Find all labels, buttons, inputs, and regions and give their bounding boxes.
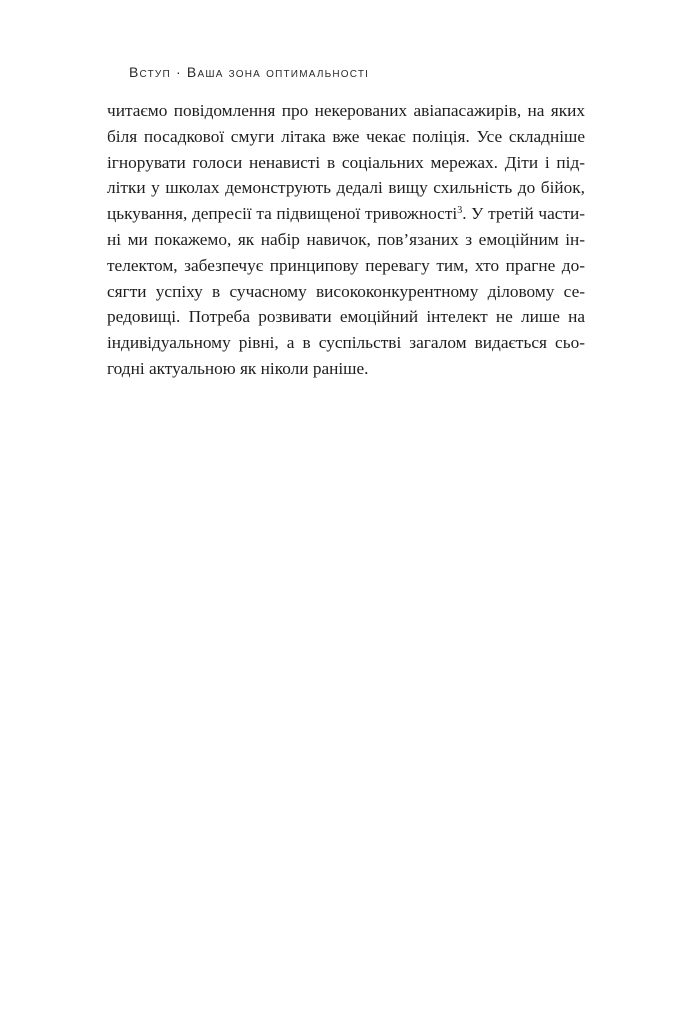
text-line: сягти успіху в сучасному висококонкурентному діловому се-: [107, 281, 585, 301]
text-segment: цькування, депресії та підвищеної тривожності: [107, 204, 458, 224]
text-line: ні ми покажемо, як набір навичок, пов’язаних з емоційним ін-: [107, 229, 585, 249]
text-line: годні актуальною як ніколи раніше.: [107, 358, 369, 378]
text-segment: . У третій части-: [462, 204, 585, 224]
text-line-with-footnote: [107, 201, 585, 227]
text-line: літки у школах демонструють дедалі вищу схильність до бійок,: [107, 178, 585, 198]
text-line: телектом, забезпечує принципову перевагу тим, хто прагне до-: [107, 255, 585, 275]
running-head-title: Вступ · Ваша зона оптимальності: [129, 64, 370, 80]
footnote-reference[interactable]: 3: [457, 205, 463, 217]
text-line: біля посадкової смуги літака вже чекає поліція. Усе складніше: [107, 126, 585, 146]
text-line: індивідуальному рівні, а в суспільстві загалом видається сьо-: [107, 333, 585, 353]
running-head: [129, 64, 369, 80]
text-line: читаємо повідомлення про некерованих авіапасажирів, на яких: [107, 101, 585, 120]
body-paragraph: [107, 98, 585, 382]
text-line: редовищі. Потреба розвивати емоційний інтелект не лише на: [107, 307, 585, 327]
text-line: ігнорувати голоси ненависті в соціальних мережах. Діти і під-: [107, 152, 585, 172]
